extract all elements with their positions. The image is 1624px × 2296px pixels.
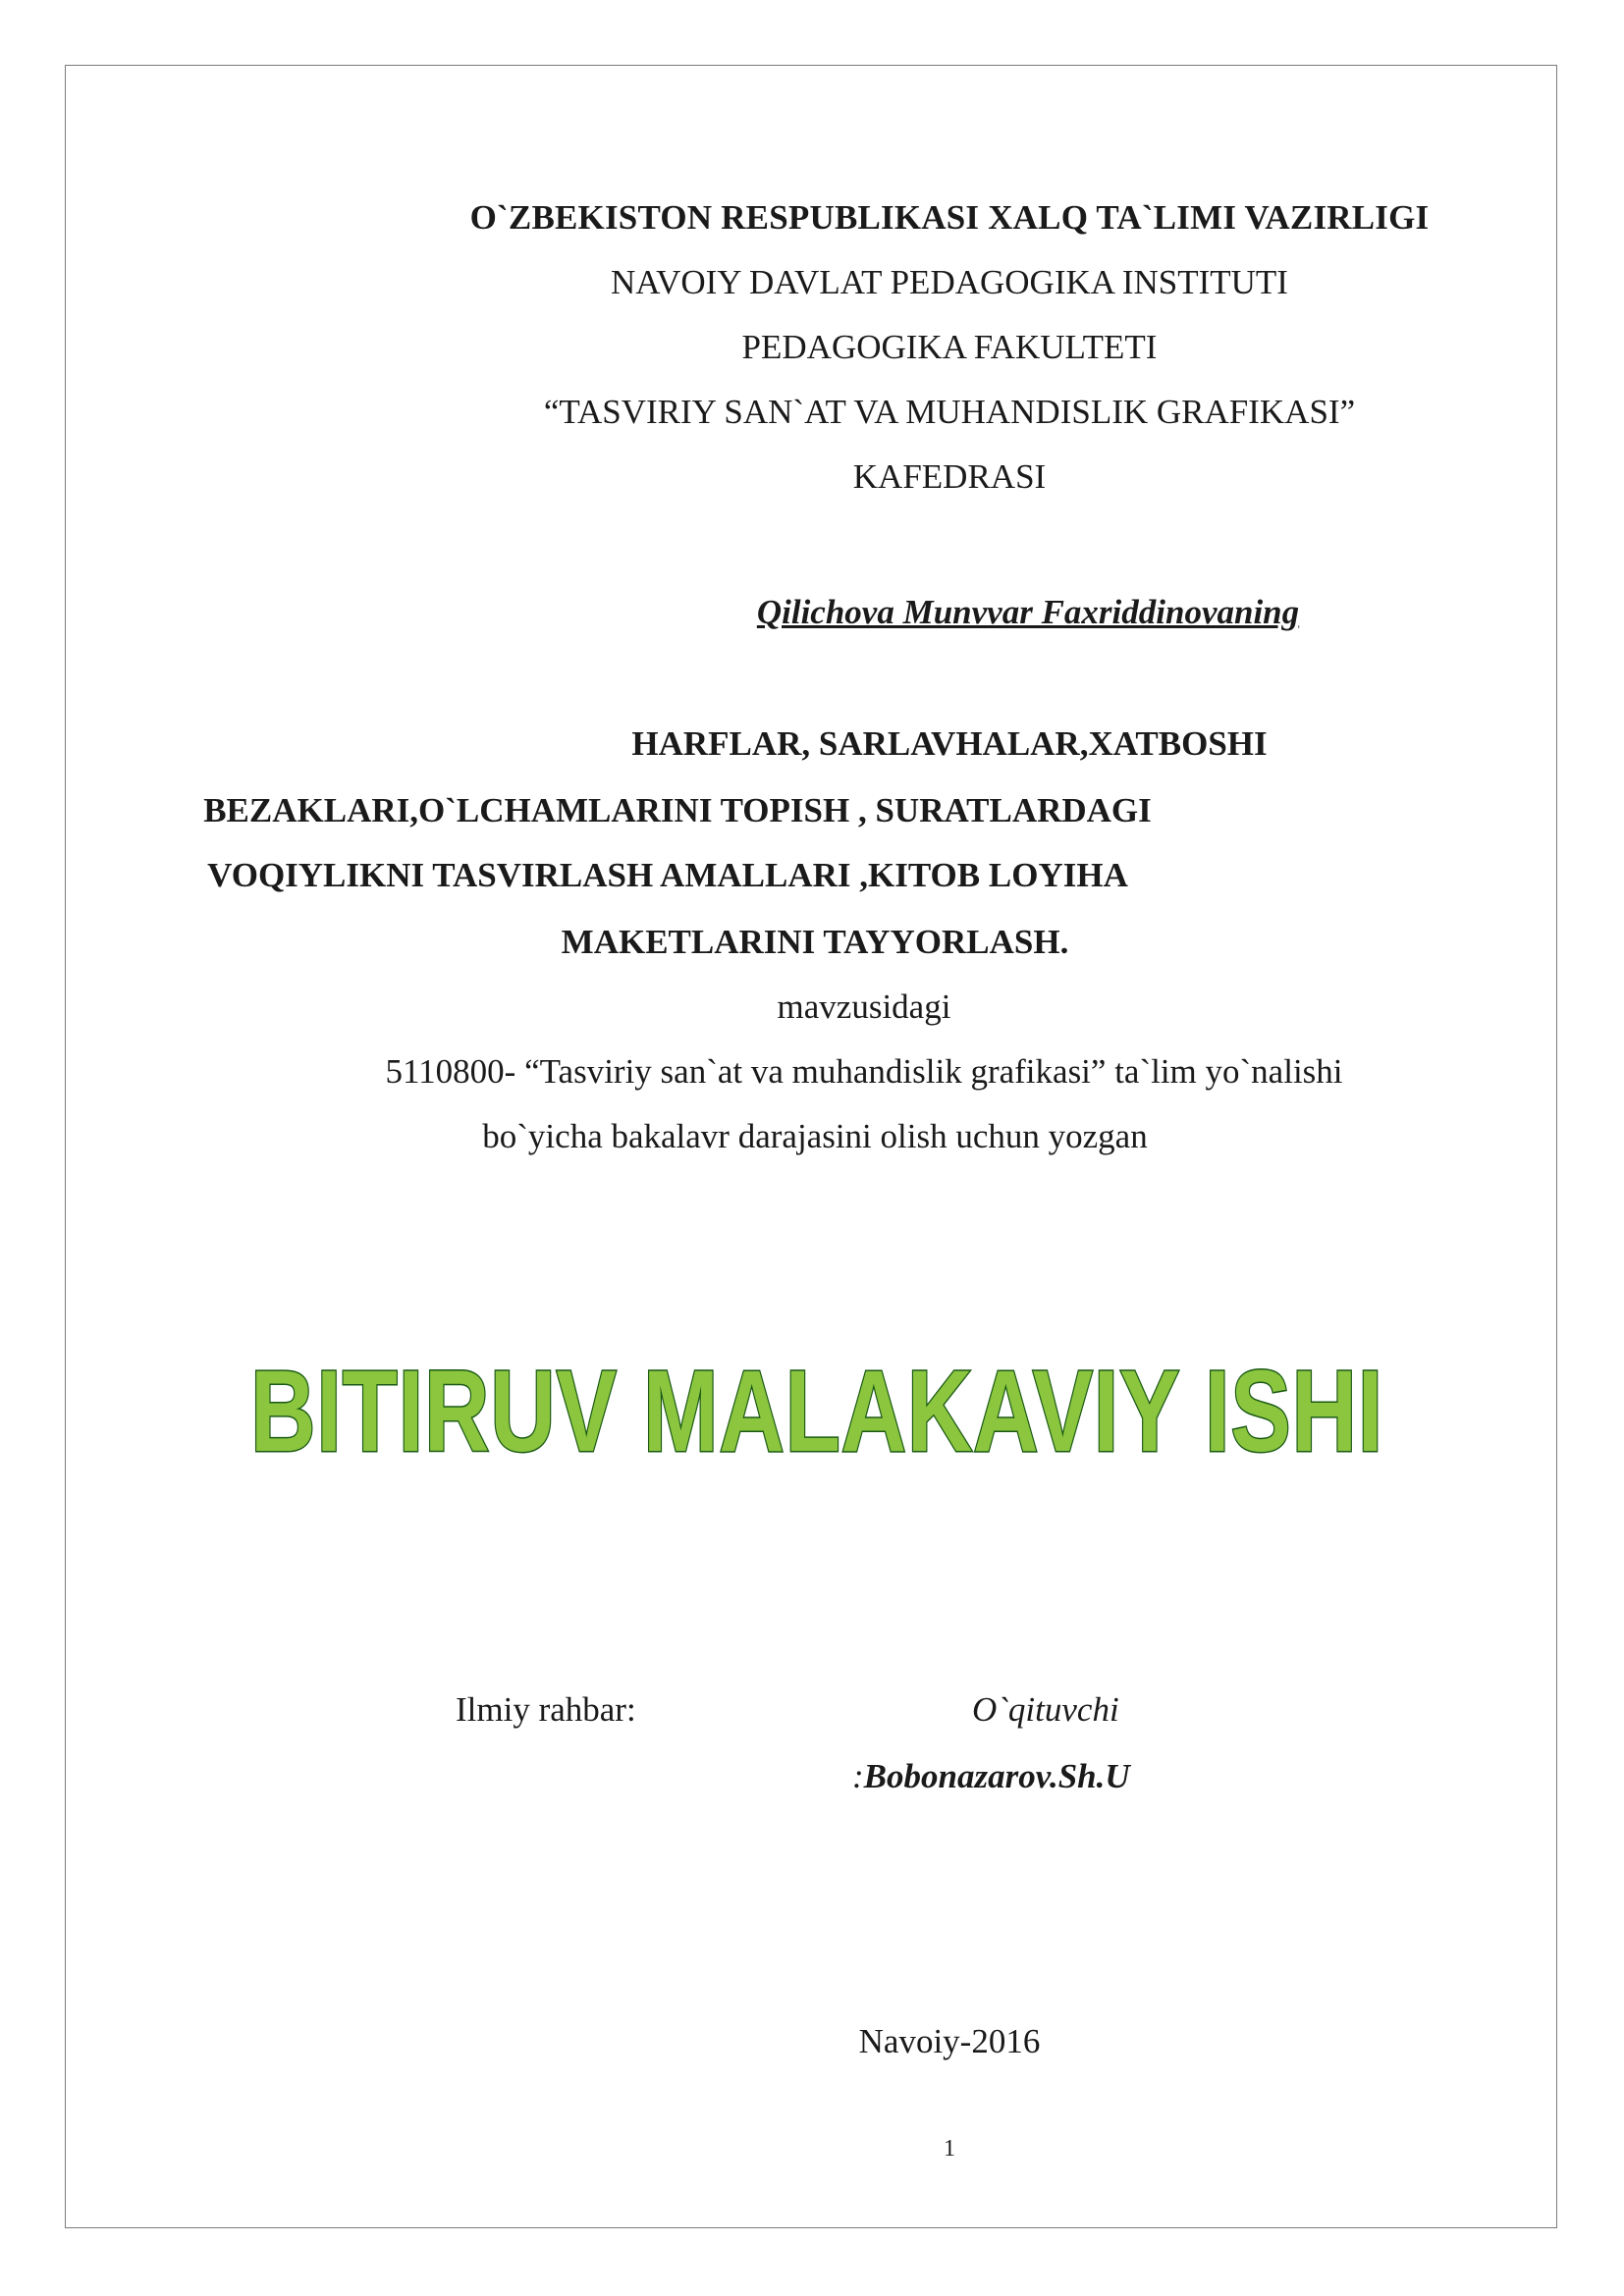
work-type-title	[184, 1345, 1450, 1478]
study-direction: 5110800- “Tasviriy san`at va muhandislik grafikasi” ta`lim yo`nalishi	[385, 1052, 1343, 1091]
supervisor-title: O`qituvchi	[972, 1690, 1119, 1729]
page-number: 1	[944, 2136, 955, 2162]
department-heading-line1: “TASVIRIY SAN`AT VA MUHANDISLIK GRAFIKASI”	[543, 393, 1356, 431]
ministry-heading: O`ZBEKISTON RESPUBLIKASI XALQ TA`LIMI VAZIRLIGI	[469, 198, 1430, 237]
supervisor-label: Ilmiy rahbar:	[456, 1690, 636, 1729]
department-heading-line2: KAFEDRASI	[852, 457, 1047, 496]
supervisor-name	[852, 1757, 1130, 1796]
theme-line-2: BEZAKLARI,O`LCHAMLARINI TOPISH , SURATLARDAGI	[203, 791, 1152, 829]
theme-line-3: VOQIYLIKNI TASVIRLASH AMALLARI ,KITOB LOYIHA	[207, 856, 1128, 894]
supervisor-colon: :	[852, 1757, 864, 1795]
author-name: Qilichova Munvvar Faxriddinovaning	[756, 593, 1300, 631]
degree-purpose: bo`yicha bakalavr darajasini olish uchun yozgan	[482, 1117, 1148, 1155]
theme-line-1: HARFLAR, SARLAVHALAR,XATBOSHI	[631, 724, 1268, 763]
theme-line-4: MAKETLARINI TAYYORLASH.	[561, 923, 1069, 961]
supervisor-name-text: Bobonazarov.Sh.U	[863, 1757, 1130, 1795]
place-year: Navoiy-2016	[858, 2022, 1041, 2060]
topic-label: mavzusidagi	[777, 988, 951, 1026]
faculty-heading: PEDAGOGIKA FAKULTETI	[741, 328, 1158, 366]
work-type-title-text: BITIRUV MALAKAVIY ISHI	[250, 1347, 1384, 1476]
institute-heading: NAVOIY DAVLAT PEDAGOGIKA INSTITUTI	[611, 263, 1288, 301]
